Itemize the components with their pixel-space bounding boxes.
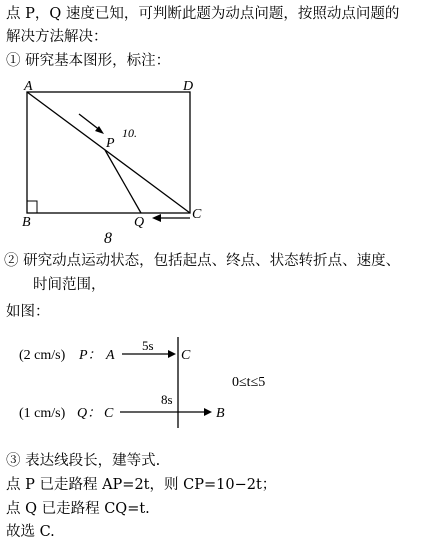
equation-p: 点 P 已走路程 AP=2t，则 CP=10−2t； — [6, 477, 277, 493]
q-time: 8s — [161, 392, 173, 407]
equation-q: 点 Q 已走路程 CQ=t. — [6, 501, 150, 517]
p-start-point: A — [106, 348, 115, 363]
step-3-heading: ③ 表达线段长，建等式. — [6, 453, 161, 469]
label-b: B — [22, 215, 31, 230]
step-1-heading: ① 研究基本图形，标注： — [6, 53, 171, 69]
q-label: Q： — [77, 406, 102, 421]
label-d: D — [183, 79, 194, 94]
label-a: A — [24, 79, 33, 94]
intro-line-2: 解决方法解决： — [6, 29, 108, 45]
time-range: 0≤t≤5 — [232, 375, 266, 390]
q-end-point: B — [216, 406, 225, 421]
p-end-point: C — [181, 348, 191, 363]
q-motion-arrow-head — [204, 408, 212, 416]
step-2-line-1: ② 研究动点运动状态，包括起点、终点、状态转折点、速度、 — [4, 253, 401, 269]
step-2-line-2: 时间范围， — [33, 277, 106, 293]
p-label: P： — [79, 348, 102, 363]
annotation-10: 10. — [122, 126, 137, 140]
p-motion-arrow-head — [168, 350, 176, 358]
label-c: C — [192, 207, 202, 222]
answer-line: 故选 C. — [6, 524, 55, 540]
annotation-8: 8 — [104, 230, 112, 247]
label-p: P — [106, 136, 115, 151]
as-figure-label: 如图： — [6, 304, 50, 320]
intro-line-1: 点 P，Q 速度已知，可判断此题为动点问题，按照动点问题的 — [6, 6, 400, 22]
q-speed: (1 cm/s) — [19, 406, 66, 421]
label-q: Q — [134, 215, 145, 230]
p-speed: (2 cm/s) — [19, 348, 66, 363]
p-time: 5s — [142, 338, 154, 353]
q-start-point: C — [104, 406, 114, 421]
